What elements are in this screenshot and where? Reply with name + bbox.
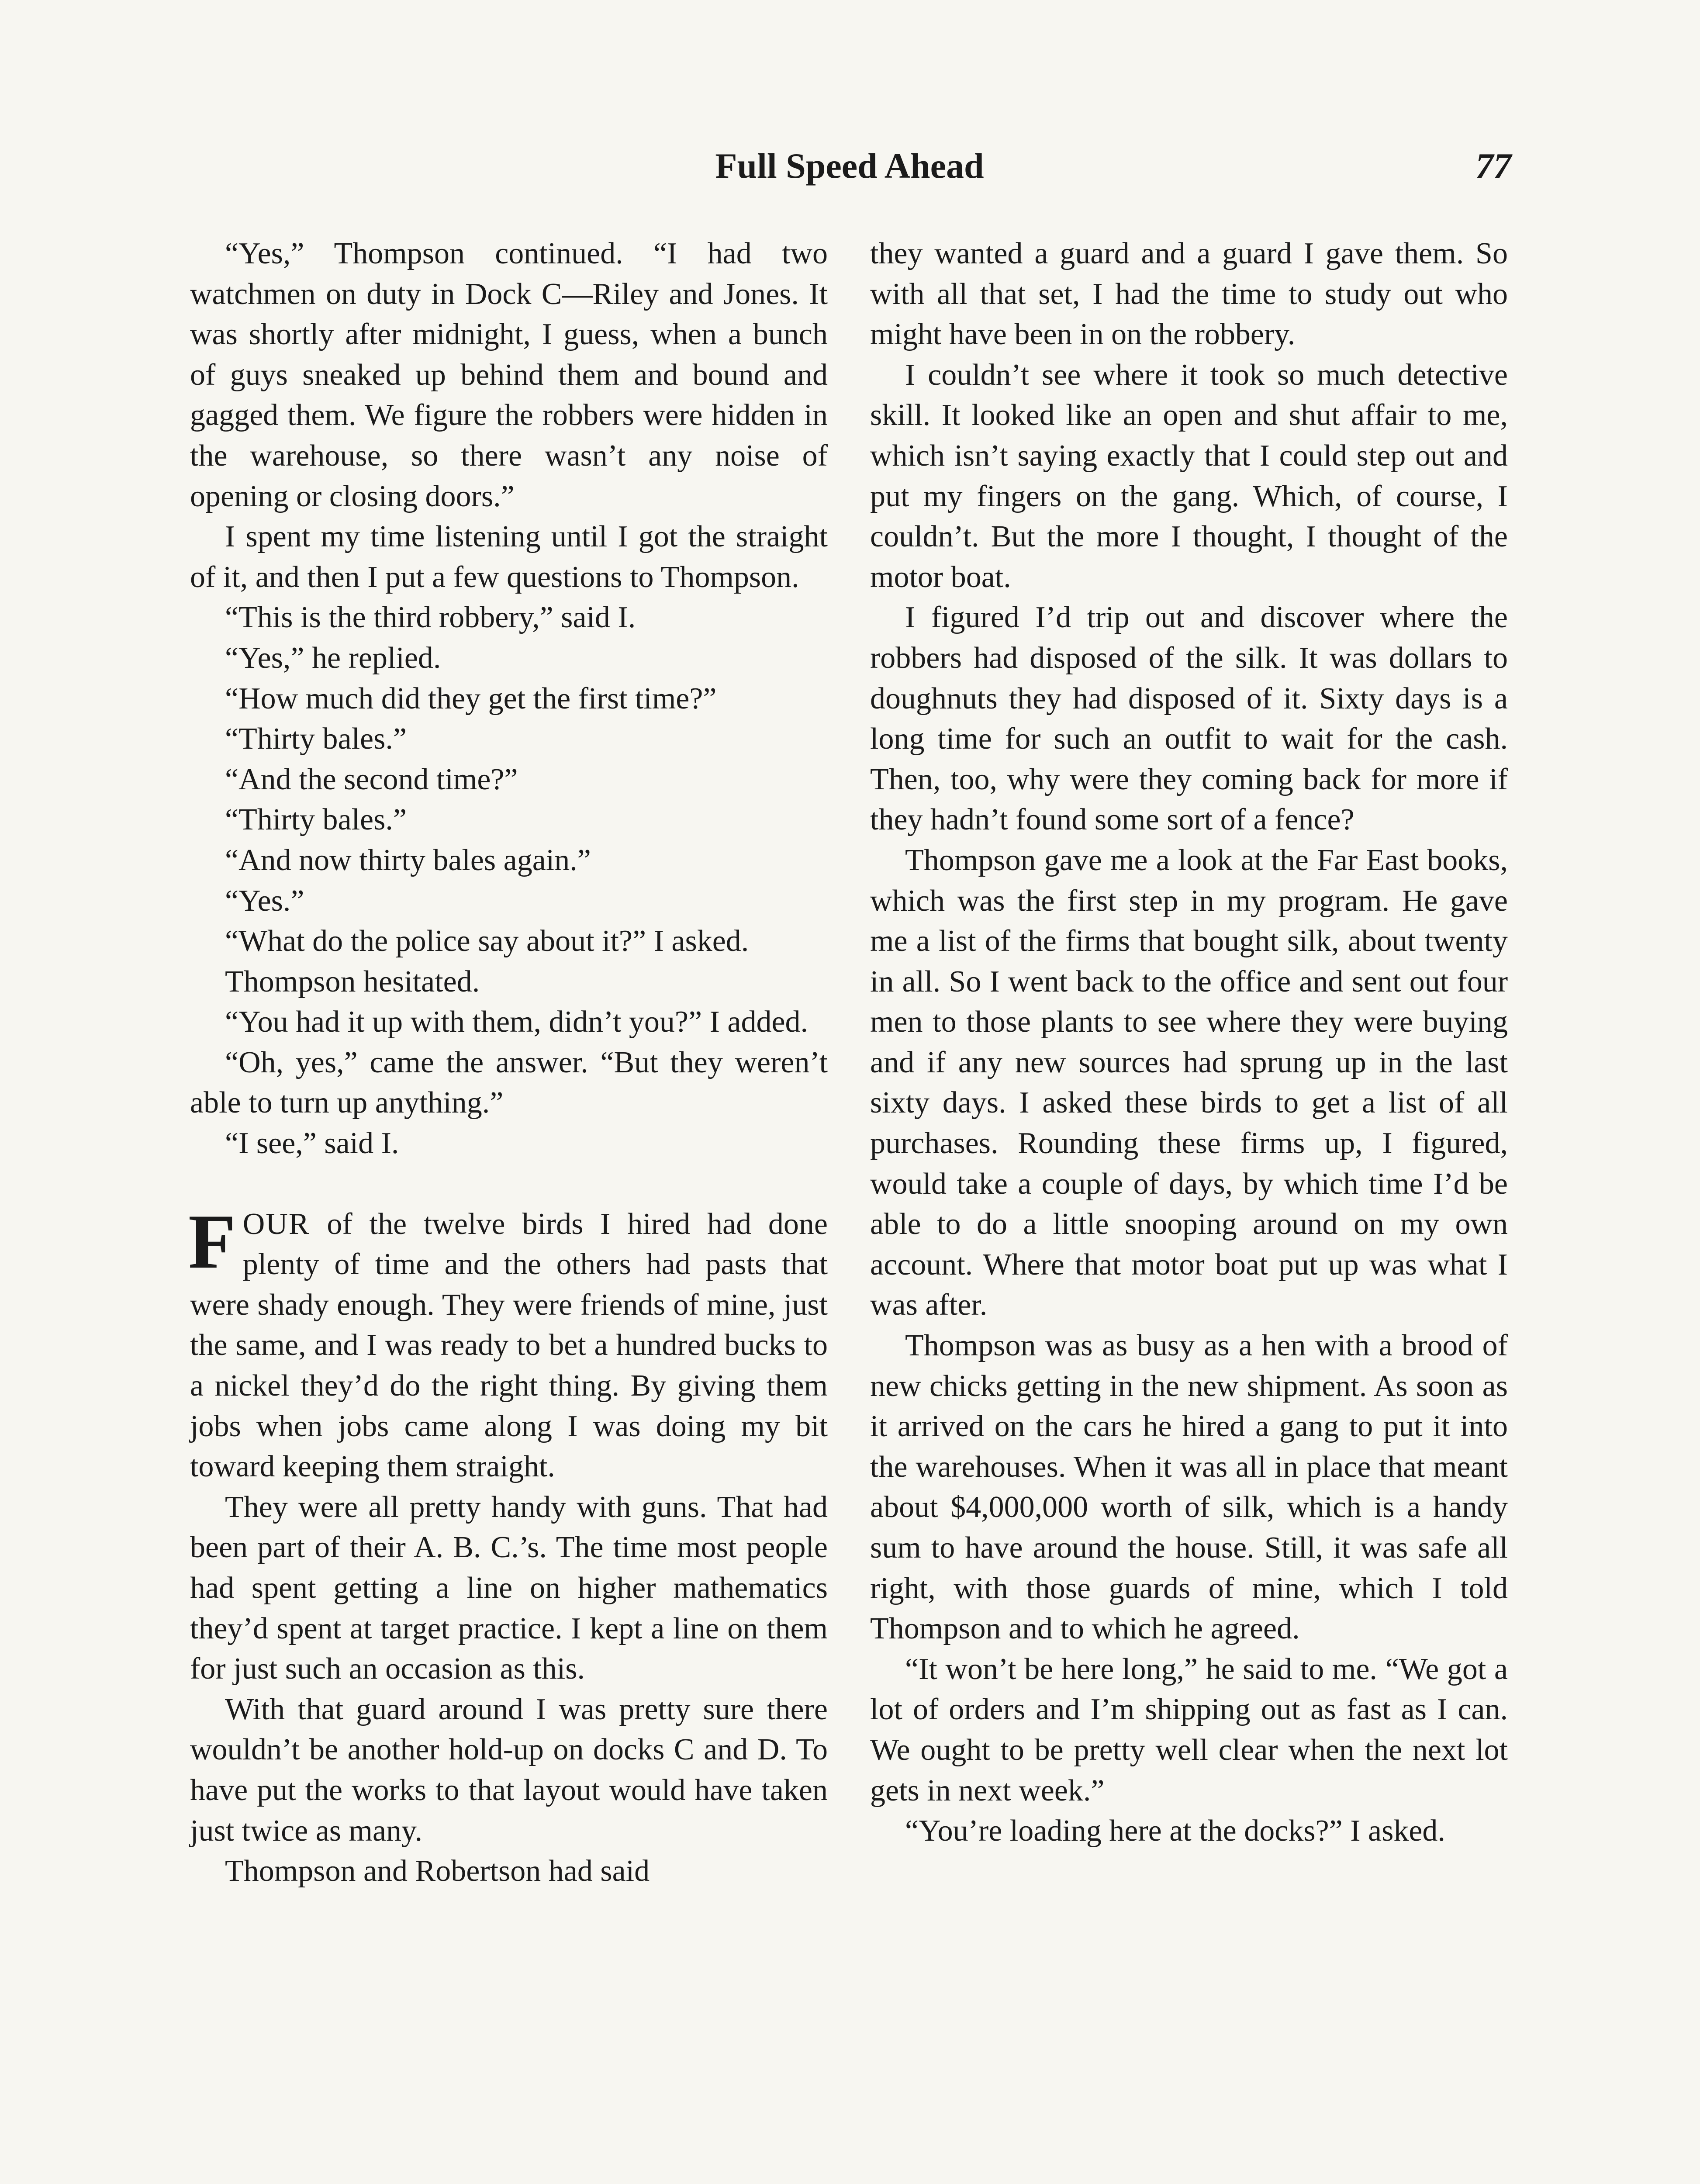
- paragraph: “Thirty bales.”: [225, 722, 407, 756]
- chapter-title: Full Speed Ahead: [715, 146, 984, 186]
- paragraph: Thompson was as busy as a hen with a brood of new chicks getting in the new shipment. As soon as it arrived on the cars he hired a gang to put it into the warehouses. When it was all in place that meant about $4,000,000 worth of silk, which is a handy sum to have around the house. Still, it was safe all right, with those guards of mine, which I told Thompson and to which he agreed.: [870, 1329, 1508, 1646]
- paragraph-continued: they wanted a guard and a guard I gave them. So with all that set, I had the time to study out who might have been in on the robbery.: [870, 237, 1508, 352]
- left-text-column: [190, 234, 828, 1892]
- paragraph: With that guard around I was pretty sure there wouldn’t be another hold-up on docks C and D. To have put the works to that layout would have taken just twice as many.: [190, 1692, 828, 1848]
- paragraph: “You had it up with them, didn’t you?” I added.: [225, 1005, 809, 1039]
- paragraph: “Thirty bales.”: [225, 803, 407, 837]
- paragraph: “And now thirty bales again.”: [225, 843, 591, 877]
- paragraph: I couldn’t see where it took so much detective skill. It looked like an open and shut affair to me, which isn’t saying exactly that I could step out and put my fingers on the gang. Which, of course, I couldn’t. But the more I thought, I thought of the motor boat.: [870, 358, 1508, 594]
- paragraph: I figured I’d trip out and discover where the robbers had disposed of the silk. It was dollars to doughnuts they had disposed of it. Sixty days is a long time for such an outfit to wait for the cash. Then, too, why were they coming back for more if they hadn’t found some sort of a fence?: [870, 601, 1508, 837]
- paragraph: “Yes.”: [225, 884, 304, 918]
- section-break: [190, 1164, 828, 1204]
- paragraph: Thompson hesitated.: [225, 964, 480, 999]
- paragraph: “I see,” said I.: [225, 1127, 399, 1161]
- paragraph: “What do the police say about it?” I asked.: [225, 924, 749, 958]
- paragraph: “Yes,” he replied.: [225, 641, 441, 675]
- drop-cap-paragraph: [188, 1198, 828, 1487]
- paragraph: Thompson and Robertson had said: [225, 1854, 650, 1888]
- paragraph-text: of the twelve birds I hired had done plenty of time and the others had pasts that were shady enough. They were friends of mine, just the same, and I was ready to bet a hundred bucks to a nickel they’d do the right thing. By giving them jobs when jobs came along I was doing my bit toward keeping them straight.: [190, 1207, 828, 1484]
- paragraph: I spent my time listening until I got the straight of it, and then I put a few questions to Thompson.: [190, 520, 828, 594]
- paragraph: “And the second time?”: [225, 762, 518, 796]
- right-text-column: [870, 234, 1508, 1852]
- running-head: [188, 144, 1511, 197]
- small-caps-lead: OUR: [242, 1207, 310, 1241]
- drop-cap-letter: F: [188, 1198, 236, 1285]
- paragraph: “It won’t be here long,” he said to me. “We got a lot of orders and I’m shipping out as fast as I can. We ought to be pretty well clear when the next lot gets in next week.”: [870, 1652, 1508, 1807]
- page-number: 77: [1475, 146, 1511, 186]
- paragraph: Thompson gave me a look at the Far East books, which was the first step in my program. He gave me a list of the firms that bought silk, about twenty in all. So I went back to the office and sent out four men to those plants to see where they were buying and if any new sources had sprung up in the last sixty days. I asked these birds to get a list of all purchases. Rounding these firms up, I figured, would take a couple of days, by which time I’d be able to do a little snooping around on my own account. Where that motor boat put up was what I was after.: [870, 843, 1508, 1322]
- paragraph: They were all pretty handy with guns. That had been part of their A. B. C.’s. The time most people had spent getting a line on higher mathematics they’d spent at target practice. I kept a line on them for just such an occasion as this.: [190, 1490, 828, 1686]
- paragraph: “Oh, yes,” came the answer. “But they weren’t able to turn up anything.”: [190, 1045, 828, 1120]
- paragraph: “This is the third robbery,” said I.: [225, 601, 636, 635]
- paragraph: “Yes,” Thompson continued. “I had two watchmen on duty in Dock C—Riley and Jones. It was shortly after midnight, I guess, when a bunch of guys sneaked up behind them and bound and gagged them. We figure the robbers were hidden in the warehouse, so there wasn’t any noise of opening or closing doors.”: [190, 237, 828, 513]
- paragraph: “How much did they get the first time?”: [225, 681, 717, 715]
- paragraph: “You’re loading here at the docks?” I asked.: [905, 1814, 1445, 1848]
